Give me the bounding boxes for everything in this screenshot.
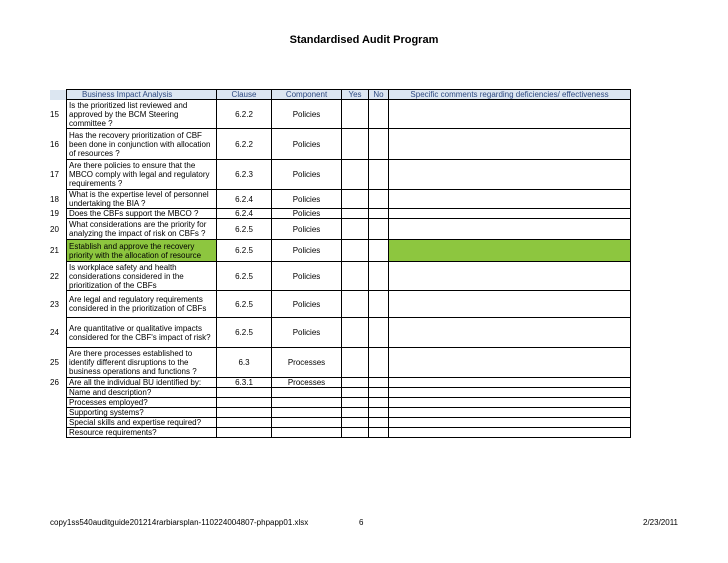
component-cell [272,418,342,428]
no-cell [369,100,389,129]
comments-cell [389,129,631,160]
header-component: Component [272,90,342,100]
table-row [50,190,631,209]
no-cell [369,408,389,418]
question-cell: Supporting systems? [67,408,217,418]
row-number: 26 [50,378,59,387]
comments-cell [389,209,631,219]
no-cell [369,428,389,438]
yes-cell [342,418,369,428]
component-cell: Policies [272,100,342,129]
clause-cell: 6.2.4 [217,190,272,209]
clause-cell: 6.2.2 [217,129,272,160]
question-cell: Is the prioritized list reviewed and approved by the BCM Steering committee ? [67,100,217,129]
row-number [50,428,67,438]
table-row [50,219,631,240]
component-cell [272,388,342,398]
question-cell: Resource requirements? [67,428,217,438]
header-yes: Yes [342,90,369,100]
no-cell [369,318,389,348]
component-cell [272,408,342,418]
no-cell [369,348,389,378]
no-cell [369,262,389,291]
header-row [50,90,631,100]
question-cell: Does the CBFs support the MBCO ? [67,209,217,219]
question-cell: Are all the individual BU identified by: [67,378,217,388]
question-cell: What considerations are the priority for analyzing the impact of risk on CBFs ? [67,219,217,240]
row-number: 21 [50,246,59,255]
clause-cell: 6.3.1 [217,378,272,388]
table-row [50,318,631,348]
clause-cell: 6.2.5 [217,240,272,262]
yes-cell [342,262,369,291]
clause-cell: 6.2.2 [217,100,272,129]
clause-cell [217,398,272,408]
comments-cell [389,160,631,190]
header-clause: Clause [217,90,272,100]
yes-cell [342,378,369,388]
no-cell [369,190,389,209]
row-number: 19 [50,209,59,218]
header-no: No [369,90,389,100]
component-cell: Policies [272,219,342,240]
comments-cell [389,408,631,418]
question-cell: Are quantitative or qualitative impacts considered for the CBF's impact of risk? [67,318,217,348]
table-row [50,129,631,160]
clause-cell [217,388,272,398]
comments-cell [389,428,631,438]
row-number: 15 [50,109,59,119]
no-cell [369,240,389,262]
component-cell: Policies [272,262,342,291]
yes-cell [342,408,369,418]
comments-cell [389,190,631,209]
table-row [50,428,631,438]
comments-cell [389,418,631,428]
table-row [50,388,631,398]
no-cell [369,209,389,219]
yes-cell [342,388,369,398]
comments-cell [389,240,631,262]
component-cell: Processes [272,348,342,378]
yes-cell [342,209,369,219]
footer-date: 2/23/2011 [643,518,678,527]
clause-cell: 6.2.5 [217,219,272,240]
header-business-impact-analysis: Business Impact Analysis [67,90,217,100]
component-cell: Policies [272,160,342,190]
yes-cell [342,348,369,378]
row-number [50,388,67,398]
question-cell: Establish and approve the recovery priority with the allocation of resource [67,240,217,262]
row-number: 24 [50,328,59,337]
yes-cell [342,190,369,209]
component-cell: Policies [272,190,342,209]
component-cell: Policies [272,209,342,219]
row-number: 17 [50,170,59,179]
comments-cell [389,318,631,348]
table-row [50,418,631,428]
question-cell: Are there policies to ensure that the MBCO comply with legal and regulatory requirements ? [67,160,217,190]
yes-cell [342,398,369,408]
component-cell: Policies [272,291,342,318]
table-row [50,291,631,318]
component-cell: Policies [272,129,342,160]
row-number: 16 [50,139,59,149]
row-number: 25 [50,358,59,367]
table-row [50,100,631,129]
clause-cell: 6.2.5 [217,262,272,291]
no-cell [369,378,389,388]
no-cell [369,291,389,318]
yes-cell [342,219,369,240]
comments-cell [389,219,631,240]
component-cell [272,398,342,408]
table-row [50,408,631,418]
question-cell: Special skills and expertise required? [67,418,217,428]
comments-cell [389,398,631,408]
row-number [50,408,67,418]
clause-cell: 6.3 [217,348,272,378]
clause-cell [217,428,272,438]
row-number [50,418,67,428]
audit-table [50,89,631,438]
footer-page-number: 6 [359,518,364,527]
table-row [50,240,631,262]
comments-cell [389,262,631,291]
comments-cell [389,291,631,318]
question-cell: Are there processes established to identify different disruptions to the business operations and functions ? [67,348,217,378]
table-row [50,209,631,219]
component-cell [272,428,342,438]
row-number: 20 [50,224,59,234]
no-cell [369,160,389,190]
table-row [50,348,631,378]
row-number: 23 [50,299,59,309]
table-body [50,100,631,438]
table-row [50,262,631,291]
component-cell: Policies [272,240,342,262]
question-cell: Are legal and regulatory requirements considered in the prioritization of CBFs [67,291,217,318]
page-title: Standardised Audit Program [289,34,439,46]
header-comments: Specific comments regarding deficiencies/ effectiveness [389,90,631,100]
row-number: 22 [50,271,59,281]
header-num [50,90,67,100]
table-row [50,160,631,190]
component-cell: Processes [272,378,342,388]
question-cell: What is the expertise level of personnel undertaking the BIA ? [67,190,217,209]
clause-cell [217,408,272,418]
clause-cell: 6.2.5 [217,318,272,348]
yes-cell [342,291,369,318]
no-cell [369,219,389,240]
question-cell: Is workplace safety and health considerations considered in the prioritization of the CBFs [67,262,217,291]
clause-cell: 6.2.5 [217,291,272,318]
row-number [50,398,67,408]
table-row [50,378,631,388]
question-cell: Name and description? [67,388,217,398]
no-cell [369,388,389,398]
table-row [50,398,631,408]
no-cell [369,418,389,428]
clause-cell: 6.2.4 [217,209,272,219]
row-number: 18 [50,194,59,204]
yes-cell [342,100,369,129]
question-cell: Processes employed? [67,398,217,408]
yes-cell [342,129,369,160]
question-cell: Has the recovery prioritization of CBF been done in conjunction with allocation of resources ? [67,129,217,160]
component-cell: Policies [272,318,342,348]
no-cell [369,129,389,160]
yes-cell [342,160,369,190]
yes-cell [342,428,369,438]
yes-cell [342,318,369,348]
clause-cell: 6.2.3 [217,160,272,190]
comments-cell [389,100,631,129]
comments-cell [389,348,631,378]
comments-cell [389,378,631,388]
footer-filename: copy1ss540auditguide201214rarbiarsplan-110224004807-phpapp01.xlsx [50,518,309,527]
clause-cell [217,418,272,428]
yes-cell [342,240,369,262]
comments-cell [389,388,631,398]
no-cell [369,398,389,408]
